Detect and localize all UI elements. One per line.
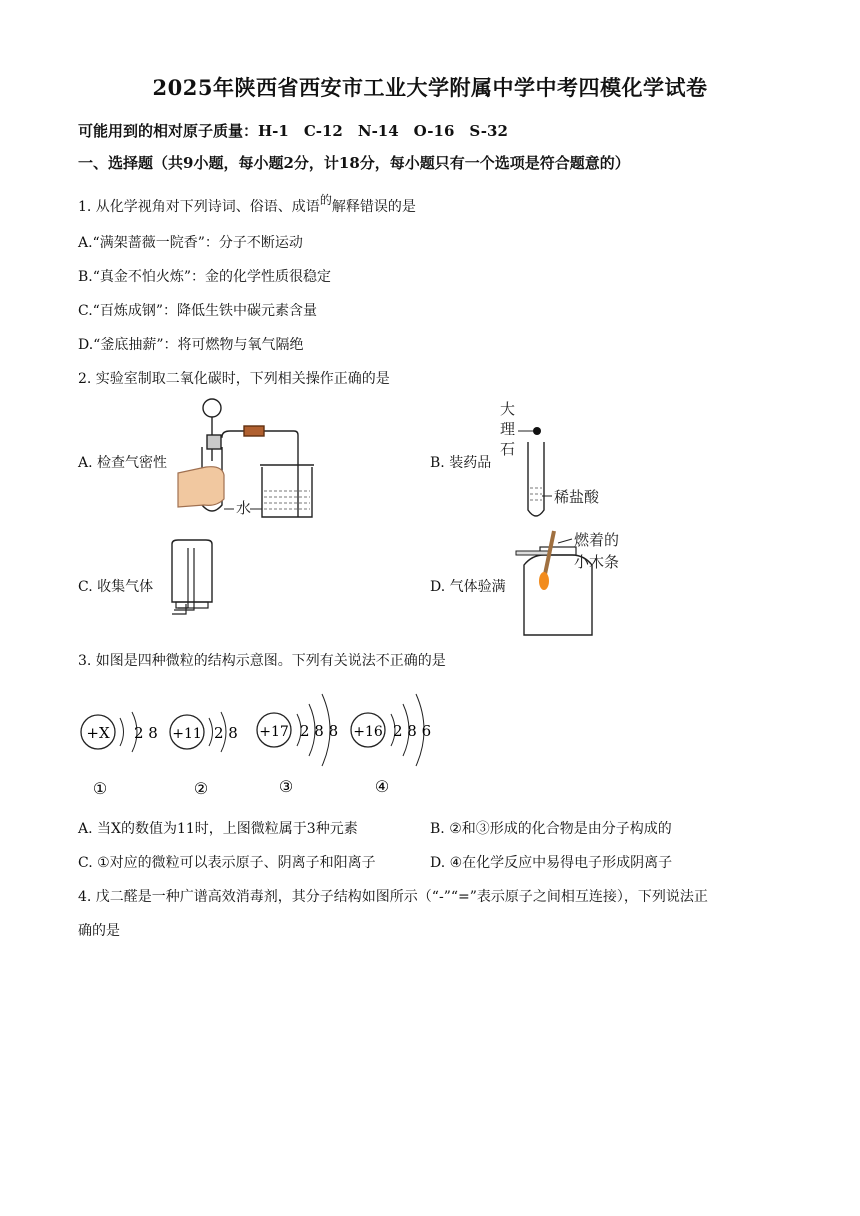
label-burning-1: 燃着的 <box>574 531 620 549</box>
q1-option-b: B.“真金不怕火炼”：金的化学性质很稳定 <box>78 269 332 285</box>
label-water: 水 <box>236 499 252 517</box>
atomic-masses: 可能用到的相对原子质量：H-1 C-12 N-14 O-16 S-32 <box>78 122 508 140</box>
q2-option-d: D. 气体验满 <box>430 579 506 595</box>
figure-collecting-gas <box>166 538 226 618</box>
label-marble-2: 理 <box>500 420 516 438</box>
q3-option-b: B. ②和③形成的化合物是由分子构成的 <box>430 821 672 837</box>
flame-icon <box>539 572 549 590</box>
particle-1 <box>81 712 158 798</box>
q1-option-a: A.“满架蔷薇一院香”：分子不断运动 <box>78 235 303 251</box>
nucleus-2: +11 <box>172 726 202 742</box>
label-dilute-hcl: 稀盐酸 <box>554 488 600 506</box>
label-marble-1: 大 <box>500 400 516 418</box>
particle-4 <box>351 694 431 796</box>
particle-label-3: ③ <box>278 777 294 796</box>
question-3-stem: 3. 如图是四种微粒的结构示意图。下列有关说法不正确的是 <box>78 653 446 669</box>
q3-option-d: D. ④在化学反应中易得电子形成阴离子 <box>430 855 673 871</box>
figure-loading-reagents <box>500 398 620 522</box>
section-heading: 一、选择题（共9小题，每小题2分，计18分，每小题只有一个选项是符合题意的） <box>78 154 630 172</box>
q2-option-c: C. 收集气体 <box>78 579 154 595</box>
shells-1: 2 8 <box>134 724 158 742</box>
stem-superscript: 的 <box>319 193 332 207</box>
q2-option-a: A. 检查气密性 <box>78 455 168 471</box>
nucleus-3: +17 <box>259 724 289 740</box>
shells-4: 2 8 6 <box>393 722 432 740</box>
question-4-stem-line1: 4. 戊二醛是一种广谱高效消毒剂，其分子结构如图所示（“-”“=”表示原子之间相互连接），下列说法正 <box>78 889 708 905</box>
particle-structure-diagrams <box>76 682 436 802</box>
figure-airtightness-check <box>176 395 316 525</box>
stem-text: 1. 从化学视角对下列诗词、俗语、成语 <box>78 199 320 215</box>
q1-option-c: C.“百炼成钢”：降低生铁中碳元素含量 <box>78 303 317 319</box>
nucleus-4: +16 <box>353 724 383 740</box>
particle-label-1: ① <box>92 779 108 798</box>
particle-label-2: ② <box>193 779 209 798</box>
question-4-stem-line2: 确的是 <box>78 923 120 939</box>
q2-option-b: B. 装药品 <box>430 455 492 471</box>
shells-2: 2 8 <box>214 724 238 742</box>
label-burning-2: 小木条 <box>574 553 620 571</box>
page-title: 2025年陕西省西安市工业大学附属中学中考四模化学试卷 <box>152 75 708 100</box>
question-2-stem: 2. 实验室制取二氧化碳时，下列相关操作正确的是 <box>78 371 390 387</box>
hand-illustration <box>178 467 224 507</box>
figure-gas-full-test <box>514 527 644 639</box>
shells-3: 2 8 8 <box>300 722 339 740</box>
question-1-stem <box>78 193 416 216</box>
particle-3 <box>257 694 338 796</box>
nucleus-1: +X <box>86 724 110 742</box>
stem-text-end: 解释错误的是 <box>331 199 416 215</box>
particle-2 <box>170 712 238 798</box>
q3-option-c: C. ①对应的微粒可以表示原子、阴离子和阳离子 <box>78 855 376 871</box>
particle-label-4: ④ <box>374 777 390 796</box>
label-marble-3: 石 <box>500 440 516 458</box>
q1-option-d: D.“釜底抽薪”：将可燃物与氧气隔绝 <box>78 337 304 353</box>
q3-option-a: A. 当X的数值为11时，上图微粒属于3种元素 <box>78 821 358 837</box>
